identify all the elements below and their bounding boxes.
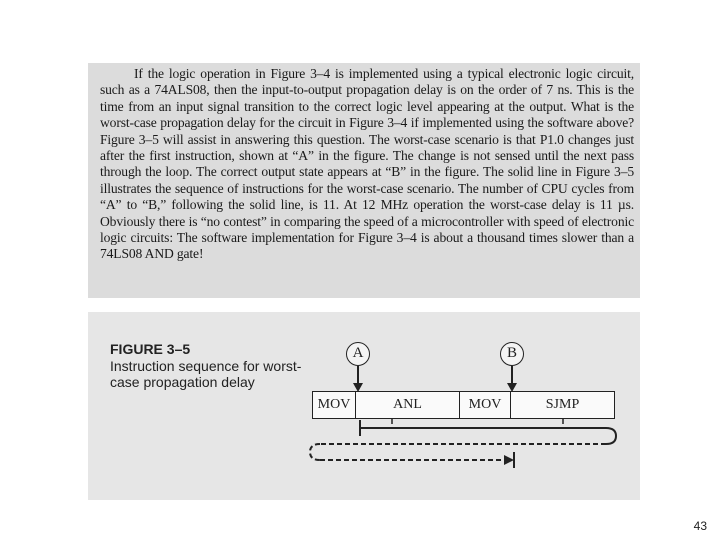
- figure-scan: [88, 312, 640, 500]
- marker-b: B: [500, 342, 524, 366]
- body-paragraph: If the logic operation in Figure 3–4 is implemented using a typical electronic logic circuit, such as a 74ALS08, then the input-to-output propagation delay is on the order of 7 ns. This is the time from an input signal transition to the correct logic level appearing at the output. What is the worst-case propagation delay for the circuit in Figure 3–4 if implemented using the software above? Figure 3–5 will assist in answering this question. The worst-case scenario is that P1.0 changes just after the first instruction, shown at “A” in the figure. The change is not sensed until the next pass through the loop. The correct output state appears at “B” in the figure. The solid line in Figure 3–5 illustrates the sequence of instructions for the worst-case scenario. The number of CPU cycles from “A” to “B,” following the solid line, is 11. At 12 MHz operation the worst-case delay is 11 µs. Obviously there is “no contest” in comparing the speed of a microcontroller with speed of electronic logic circuits: The software implementation for Figure 3–4 is about a thousand times slower than a 74LS08 AND gate!: [100, 66, 634, 262]
- marker-a: A: [346, 342, 370, 366]
- figure-number: FIGURE 3–5: [110, 341, 191, 357]
- text-scan: [88, 63, 640, 298]
- execution-path-diagram: [88, 312, 640, 500]
- instruction-cell: MOV: [460, 392, 511, 418]
- figure-caption: Instruction sequence for worst-case propagation delay: [110, 358, 302, 390]
- page-number: 43: [693, 519, 707, 533]
- dashed-path-arrowhead: [504, 455, 514, 465]
- loop-return-curve: [606, 428, 616, 444]
- instruction-cell: MOV: [313, 392, 356, 418]
- instruction-cell: SJMP: [545, 397, 580, 412]
- dashed-loop-curve: [310, 444, 320, 460]
- instruction-cell: ANL: [356, 392, 460, 418]
